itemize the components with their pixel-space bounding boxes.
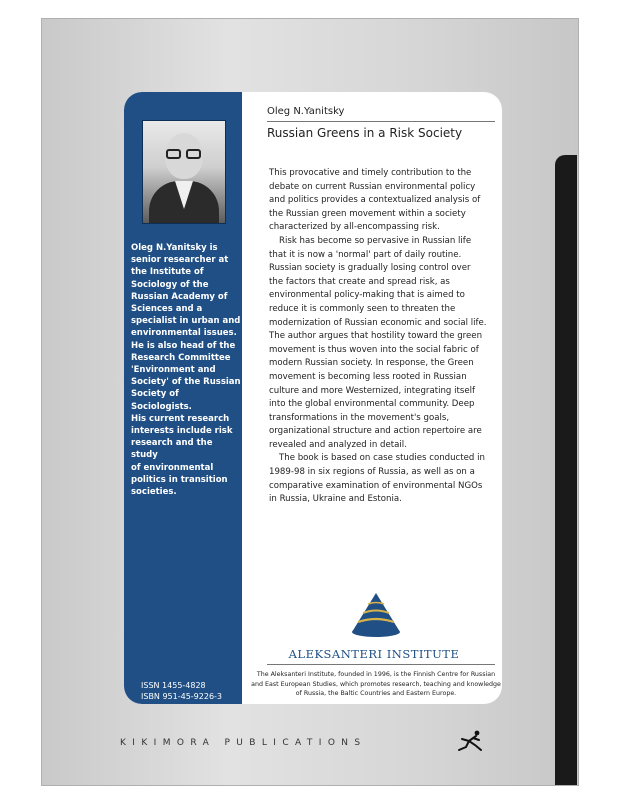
author-bio: Oleg N.Yanitsky is senior researcher at the Institute of Sociology of the Russian Academy of Sciences and a specialist in urban and environmental issues. He is also head of the Research Committee 'Environment and Society' of the Russian Society of Sociologists. His current research interests include risk research and the study of environmental politics in transition societies. — [131, 243, 241, 498]
book-title: Russian Greens in a Risk Society — [267, 126, 463, 140]
publisher-name: KIKIMORA PUBLICATIONS — [120, 738, 367, 748]
author-sidebar — [124, 92, 242, 704]
institute-name: ALEKSANTERI INSTITUTE — [288, 647, 460, 661]
institute-description: The Aleksanteri Institute, founded in 1996, is the Finnish Centre for Russian and East European Studies, which promotes research, teaching and knowledge of Russia, the Baltic Countries and Eastern Europe. — [251, 671, 501, 698]
blurb-paragraph: Risk has become so pervasive in Russian life that it is now a 'normal' part of daily routine. Russian society is gradually losing control over the factors that create and spread risk, as environmental policy-making that is aimed to reduce it is commonly seen to threaten the modernization of Russian economic and social life. The author argues that hostility toward the green movement is thus woven into the social fabric of modern Russian society. In response, the Green movement is becoming less rooted in Russian culture and more Westernized, integrating itself into the global environmental community. Deep transformations in the movement's goals, organizational structure and action repertoire are revealed and analyzed in detail. — [269, 235, 487, 450]
spine-edge — [555, 155, 577, 785]
blurb-paragraph: The book is based on case studies conducted in 1989-98 in six regions of Russia, as well as on a comparative examination of environmental NGOs in Russia, Ukraine and Estonia. — [269, 453, 485, 505]
title-divider — [267, 121, 495, 122]
cone-logo-icon — [350, 592, 402, 640]
blurb-paragraph: This provocative and timely contribution to the debate on current Russian environmental policy and politics provides a contextualized analysis of the Russian green movement within a society characterized by all-encompassing risk. — [269, 168, 481, 233]
author-name: Oleg N.Yanitsky — [267, 106, 345, 117]
content-panel — [124, 92, 502, 704]
issn-isbn-block — [141, 681, 222, 702]
institute-divider — [267, 664, 495, 665]
issn-number: ISSN 1455-4828 — [141, 681, 206, 690]
author-photo — [142, 120, 226, 224]
isbn-number: ISBN 951-45-9226-3 — [141, 691, 223, 701]
blurb-text — [269, 167, 487, 507]
runner-icon — [457, 730, 483, 752]
